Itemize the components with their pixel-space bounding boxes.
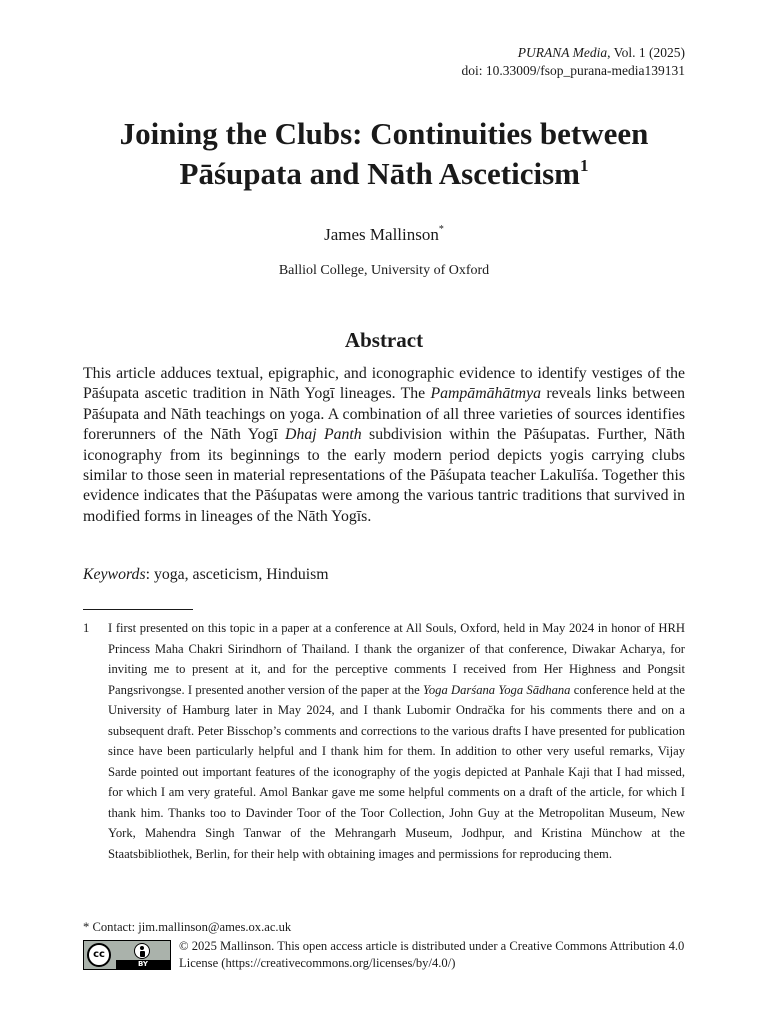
abstract-text-2: reveals links between Pāśupata and Nāth teachings on yoga. A combination of all three varieties of sources identifies forerunners of the Nāth Yogī [83, 385, 685, 444]
footnote-text-2: conference held at the University of Hamburg later in May 2024, and I thank Lubomir Ondračka for his comments there and on a subsequent draft. Peter Bisschop’s comments and corrections to the various drafts I have presented for publication since have been particularly helpful and I thank him for them. In addition to other very useful remarks, Vijay Sarde pointed out important features of the iconography of the yogis depicted at Panhale Kaji that I had missed, for which I am very grateful. Amol Bankar gave me some helpful comments on a draft of the article, for which I thank him. Thanks too to Davinder Toor of the Toor Collection, John Guy at the Metropolitan Museum, New York, Mahendra Singh Tanwar of the Mehrangarh Museum, Jodhpur, and Kristina Münchow at the Staatsbibliothek, Berlin, for their help with obtaining images and permissions for reproducing them. [108, 682, 685, 861]
attribution-person-icon [134, 943, 150, 959]
abstract-italic-title: Pampāmāhātmya [430, 385, 542, 403]
abstract-text-1: This article adduces textual, epigraphic, and iconographic evidence to identify vestiges of the Pāśupata ascetic tradition in Nāth Yogī lineages. The [83, 365, 685, 403]
abstract-body [83, 364, 685, 527]
title-line-2: Pāśupata and Nāth Asceticism [179, 156, 580, 191]
journal-name: PURANA Media [517, 45, 608, 60]
license-text: © 2025 Mallinson. This open access article is distributed under a Creative Commons Attribution 4.0 License (https://creativecommons.org/licenses/by/4.0/) [179, 939, 685, 970]
by-label: BY [116, 960, 170, 969]
footnote [83, 618, 685, 864]
footnote-italic-title: Yoga Darśana Yoga Sādhana [423, 682, 571, 697]
author-affiliation: Balliol College, University of Oxford [278, 263, 490, 278]
abstract-italic-term: Dhaj Panth [285, 426, 362, 444]
footnote-divider [83, 609, 193, 610]
license-notice [83, 938, 685, 972]
keywords [83, 564, 685, 585]
abstract-heading: Abstract [344, 328, 424, 352]
doi-line[interactable]: doi: 10.33009/fsop_purana-media139131 [461, 63, 685, 78]
author-text: James Mallinson [324, 225, 439, 244]
title-footnote-marker[interactable]: 1 [579, 156, 589, 175]
cc-logo-icon: cc [87, 943, 111, 967]
abstract-text-3: subdivision within the Pāśupatas. Further, Nāth iconography from its beginnings to the early modern period depicts yogis carrying clubs similar to those seen in material representations of the Pāśupata teacher Lakulīśa. Together this evidence indicates that the Pāśupatas were among the various tantric traditions that survived in modified forms in lineages of the Nāth Yogīs. [83, 426, 685, 525]
footnote-number: 1 [83, 621, 90, 635]
title-line-1: Joining the Clubs: Continuities between [119, 116, 649, 151]
journal-volume: , Vol. 1 (2025) [607, 45, 685, 60]
author-contact[interactable]: * Contact: jim.mallinson@ames.ox.ac.uk [83, 920, 292, 934]
article-title [60, 114, 708, 194]
keywords-label: Keywords [83, 566, 146, 583]
cc-by-license-badge[interactable] [83, 940, 171, 970]
journal-citation [462, 44, 685, 62]
keywords-values: : yoga, asceticism, Hinduism [145, 566, 329, 583]
author-contact-marker[interactable]: * [438, 224, 444, 235]
author-name [0, 224, 768, 246]
footnote-text-1: I first presented on this topic in a paper at a conference at All Souls, Oxford, held in May 2024 in honor of HRH Princess Maha Chakri Sirindhorn of Thailand. I thank the organizer of that conference, Diwakar Acharya, for inviting me to present at it, and for the perceptive comments I received from Her Highness and Pongsit Pangsrivongse. I presented another version of the paper at the [108, 621, 685, 697]
footnote-text [108, 618, 685, 864]
running-header [462, 44, 685, 80]
